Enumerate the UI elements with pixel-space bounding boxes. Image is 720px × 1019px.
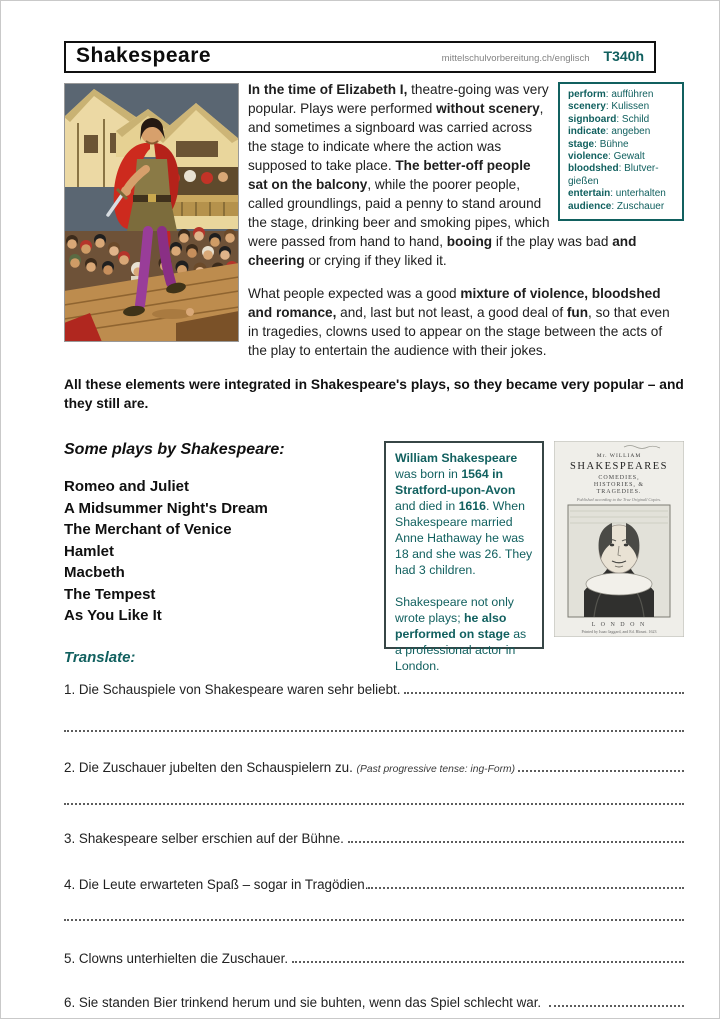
text-segment: , so that even in tragedies, clowns used to appear on the stage between the acts of the play to entertain the audience with their jokes. bbox=[248, 305, 670, 358]
plays-section bbox=[64, 441, 684, 673]
vocab-entry: scenery: Kulissen bbox=[568, 101, 650, 113]
vocab-entry: signboard: Schild bbox=[568, 113, 650, 125]
answer-line bbox=[64, 919, 684, 921]
question-text: 2. Die Zuschauer jubelten den Schauspielern zu. bbox=[64, 759, 357, 775]
play-title: Romeo and Juliet bbox=[64, 478, 190, 495]
first-folio-portrait bbox=[554, 441, 684, 637]
header-meta bbox=[442, 48, 644, 64]
vocab-entry: entertain: unterhalten bbox=[568, 188, 666, 200]
translate-questions bbox=[64, 682, 684, 1019]
answer-dots bbox=[368, 887, 684, 889]
text-segment: and cheering bbox=[248, 234, 637, 268]
folio-title-line: SHAKESPEARES bbox=[570, 461, 668, 472]
grammar-note: (Past progressive tense: ing-Form) bbox=[356, 763, 518, 775]
shakespeare-bio-box bbox=[384, 441, 544, 673]
text-segment: or crying if they liked it. bbox=[304, 253, 447, 268]
site-label: mittelschulvorbereitung.ch/englisch bbox=[441, 53, 590, 64]
vocab-entry: indicate: angeben bbox=[568, 126, 651, 138]
worksheet-code: T340h bbox=[603, 48, 644, 64]
play-title: The Tempest bbox=[64, 585, 156, 603]
play-title: The Merchant of Venice bbox=[64, 521, 232, 538]
text-segment: was born in bbox=[395, 467, 462, 481]
text-segment: and died in bbox=[395, 499, 459, 513]
answer-dots bbox=[518, 770, 684, 772]
vocab-entry: stage: Bühne bbox=[568, 138, 629, 150]
question-4 bbox=[64, 877, 684, 892]
play-title: Macbeth bbox=[64, 564, 125, 581]
question-text: 1. Die Schauspiele von Shakespeare waren sehr beliebt. bbox=[64, 681, 405, 697]
page-title: Shakespeare bbox=[76, 44, 212, 67]
plays-heading: Some plays by Shakespeare: bbox=[64, 441, 285, 458]
answer-dots bbox=[404, 692, 684, 694]
question-text: 5. Clowns unterhielten die Zuschauer. bbox=[64, 950, 292, 966]
header bbox=[64, 41, 656, 73]
elizabethan-theatre-illustration bbox=[64, 83, 239, 342]
folio-subtitle-line: Published according to the True Originall Copies. bbox=[576, 497, 662, 502]
vocab-entry: bloodshed: Blutver-gießen bbox=[568, 163, 659, 187]
text-segment: Shakespeare not only wrote plays; bbox=[395, 595, 514, 625]
article-section bbox=[64, 80, 684, 413]
question-5 bbox=[64, 951, 684, 966]
theatre-painting-svg bbox=[64, 83, 239, 342]
text-segment: William Shakespeare bbox=[395, 451, 518, 465]
folio-comedies-line: COMEDIES, bbox=[598, 475, 640, 481]
question-2 bbox=[64, 760, 684, 775]
question-text: 3. Shakespeare selber erschien auf der Bühne. bbox=[64, 830, 348, 846]
answer-dots bbox=[292, 961, 684, 963]
translate-heading: Translate: bbox=[64, 648, 136, 666]
vocab-entry: violence: Gewalt bbox=[568, 151, 645, 163]
text-segment: as a professional actor in London. bbox=[395, 627, 527, 673]
vocabulary-box bbox=[558, 82, 684, 221]
vocab-entry: perform: aufführen bbox=[568, 89, 654, 100]
text-segment: if the play was bad bbox=[492, 234, 613, 249]
text-segment: 1564 in Stratford-upon-Avon bbox=[395, 467, 516, 497]
text-segment: The better-off people sat on the balcony bbox=[248, 158, 531, 192]
bio-paragraph bbox=[395, 594, 533, 674]
play-title: A Midsummer Night's Dream bbox=[64, 499, 268, 517]
play-title: As You Like It bbox=[64, 607, 162, 624]
text-segment: In the time of Elizabeth I, bbox=[248, 82, 408, 97]
bio-paragraph bbox=[395, 450, 533, 578]
text-segment: . When Shakespeare married Anne Hathaway he was 18 and she was 26. They had 3 children. bbox=[395, 499, 533, 577]
plays-column bbox=[64, 441, 384, 666]
text-segment: 1616 bbox=[458, 499, 486, 513]
folio-author-line: Mr. WILLIAM bbox=[596, 453, 642, 459]
answer-line bbox=[64, 730, 684, 732]
question-1 bbox=[64, 682, 684, 697]
text-segment: What people expected was a good bbox=[248, 286, 461, 301]
text-segment: without scenery bbox=[436, 101, 540, 116]
text-segment: , and sometimes a signboard was carried across the stage to indicate where the action was supposed to take place. bbox=[248, 101, 544, 173]
question-text: 4. Die Leute erwarteten Spaß – sogar in Tragödien. bbox=[64, 876, 369, 892]
folio-tragedies-line: TRAGEDIES. bbox=[596, 489, 642, 495]
text-segment: booing bbox=[446, 234, 493, 249]
question-text: 6. Sie standen Bier trinkend herum und sie buhten, wenn das Spiel schlecht war. bbox=[64, 994, 549, 1010]
answer-dots bbox=[549, 1005, 684, 1007]
vocab-entry: audience: Zuschauer bbox=[568, 200, 665, 212]
question-3 bbox=[64, 831, 684, 846]
answer-line bbox=[64, 803, 684, 805]
text-segment: theatre-going was very popular. Plays were performed bbox=[248, 82, 549, 116]
text-segment: he also performed on stage bbox=[395, 611, 510, 641]
text-segment: fun bbox=[566, 305, 589, 320]
text-segment: mixture of violence, bloodshed and romance, bbox=[248, 286, 661, 320]
plays-list bbox=[64, 476, 384, 627]
first-folio-svg bbox=[554, 441, 684, 637]
play-title: Hamlet bbox=[64, 542, 115, 560]
folio-histories-line: HISTORIES, & bbox=[593, 482, 645, 488]
question-6 bbox=[64, 995, 684, 1010]
folio-imprint-line: Printed by Isaac Iaggard, and Ed. Blount. 1623 bbox=[581, 629, 657, 634]
folio-london-line: L O N D O N bbox=[591, 622, 647, 628]
answer-dots bbox=[348, 841, 684, 843]
text-segment: , while the poorer people, called groundlings, paid a penny to stand around the stage, drinking beer and smoking pipes, which were passed from hand to hand, bbox=[248, 177, 550, 249]
summary-paragraph: All these elements were integrated in Shakespeare's plays, so they became very popular – and they still are. bbox=[64, 377, 684, 411]
text-segment: and, last but not least, a good deal of bbox=[336, 305, 567, 320]
